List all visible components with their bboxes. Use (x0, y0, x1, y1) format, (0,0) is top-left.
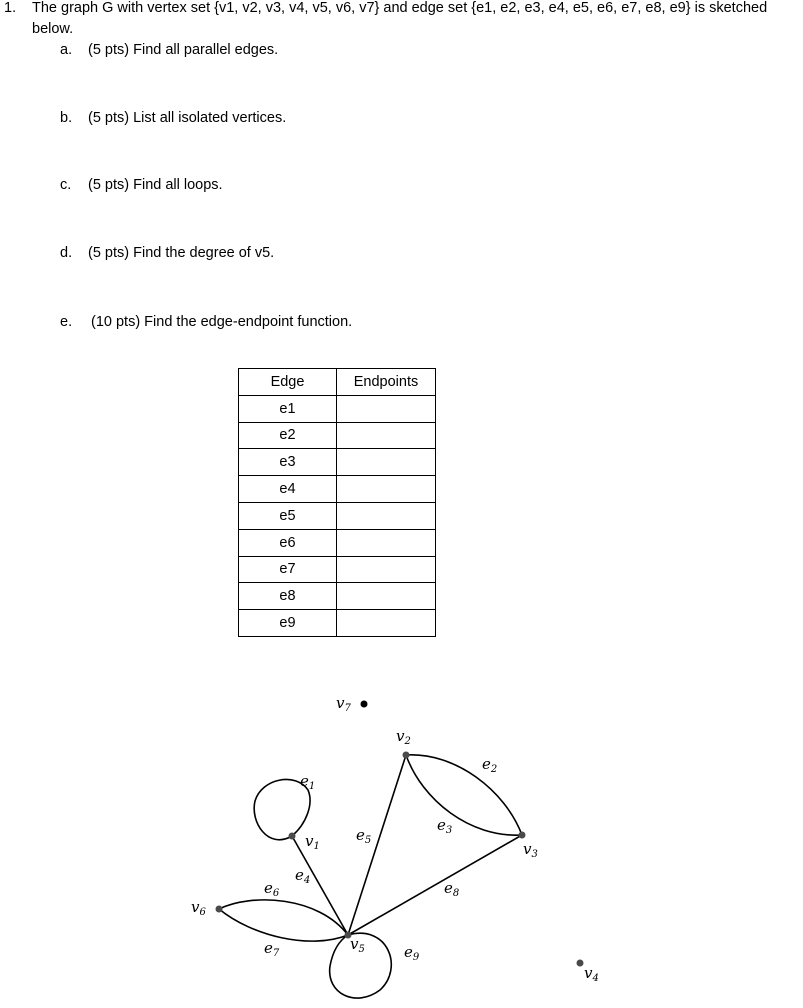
label-e8: $e_8$ (444, 879, 460, 899)
edge-cell: e2 (239, 422, 337, 449)
vertex-labels (191, 694, 599, 984)
part-text: (5 pts) Find all loops. (88, 177, 223, 193)
part-label: c. (60, 177, 72, 193)
question-stem-continued: below. (32, 21, 74, 37)
label-v4: $v_4$ (584, 964, 599, 984)
vertex-v2 (403, 752, 410, 759)
part-label: d. (60, 245, 73, 261)
vertex-v1 (289, 833, 296, 840)
label-e5: $e_5$ (356, 826, 372, 846)
edge-e5 (348, 755, 406, 935)
vertex-v4 (577, 960, 584, 967)
question-number: 1. (4, 0, 17, 16)
edge-cell: e1 (239, 395, 337, 422)
edge-e3 (406, 755, 522, 835)
edge-e6 (219, 900, 348, 935)
vertex-v7 (361, 701, 368, 708)
edge-cell: e7 (239, 556, 337, 583)
edge-cell: e3 (239, 449, 337, 476)
edge-cell: e4 (239, 476, 337, 503)
label-e7: $e_7$ (264, 939, 280, 959)
graph-edges (219, 755, 522, 998)
part-text: (5 pts) List all isolated vertices. (88, 110, 287, 126)
label-v6: $v_6$ (191, 898, 206, 918)
label-e9: $e_9$ (404, 943, 420, 963)
edge-cell: e5 (239, 502, 337, 529)
label-v2: $v_2$ (396, 727, 411, 747)
part-label: b. (60, 110, 73, 126)
question-stem: The graph G with vertex set {v1, v2, v3, v4, v5, v6, v7} and edge set {e1, e2, e3, e4, e5, e6, e7, e8, e9} is sketched (32, 0, 768, 16)
edge-labels (264, 755, 497, 963)
label-v7: $v_7$ (336, 694, 351, 714)
edge-e9 (330, 933, 392, 998)
label-v5: $v_5$ (350, 935, 365, 955)
label-e1: $e_1$ (300, 772, 316, 792)
header-endpoints: Endpoints (337, 369, 436, 396)
edge-e2 (406, 755, 522, 835)
label-e6: $e_6$ (264, 879, 280, 899)
part-label: a. (60, 42, 73, 58)
header-edge: Edge (239, 369, 337, 396)
edge-cell: e6 (239, 529, 337, 556)
label-v3: $v_3$ (523, 840, 538, 860)
part-text: (10 pts) Find the edge-endpoint function. (91, 314, 353, 330)
label-e3: $e_3$ (437, 816, 453, 836)
edge-cell: e8 (239, 583, 337, 610)
edge-cell: e9 (239, 610, 337, 637)
edge-e7 (219, 909, 348, 941)
label-e2: $e_2$ (482, 755, 498, 775)
label-e4: $e_4$ (295, 866, 311, 886)
part-text: (5 pts) Find all parallel edges. (88, 42, 279, 58)
part-text: (5 pts) Find the degree of v5. (88, 245, 275, 261)
edge-e4 (292, 836, 348, 935)
vertex-v3 (519, 832, 526, 839)
part-label: e. (60, 314, 73, 330)
vertex-v6 (216, 906, 223, 913)
edge-e8 (348, 835, 522, 935)
label-v1: $v_1$ (305, 832, 320, 852)
